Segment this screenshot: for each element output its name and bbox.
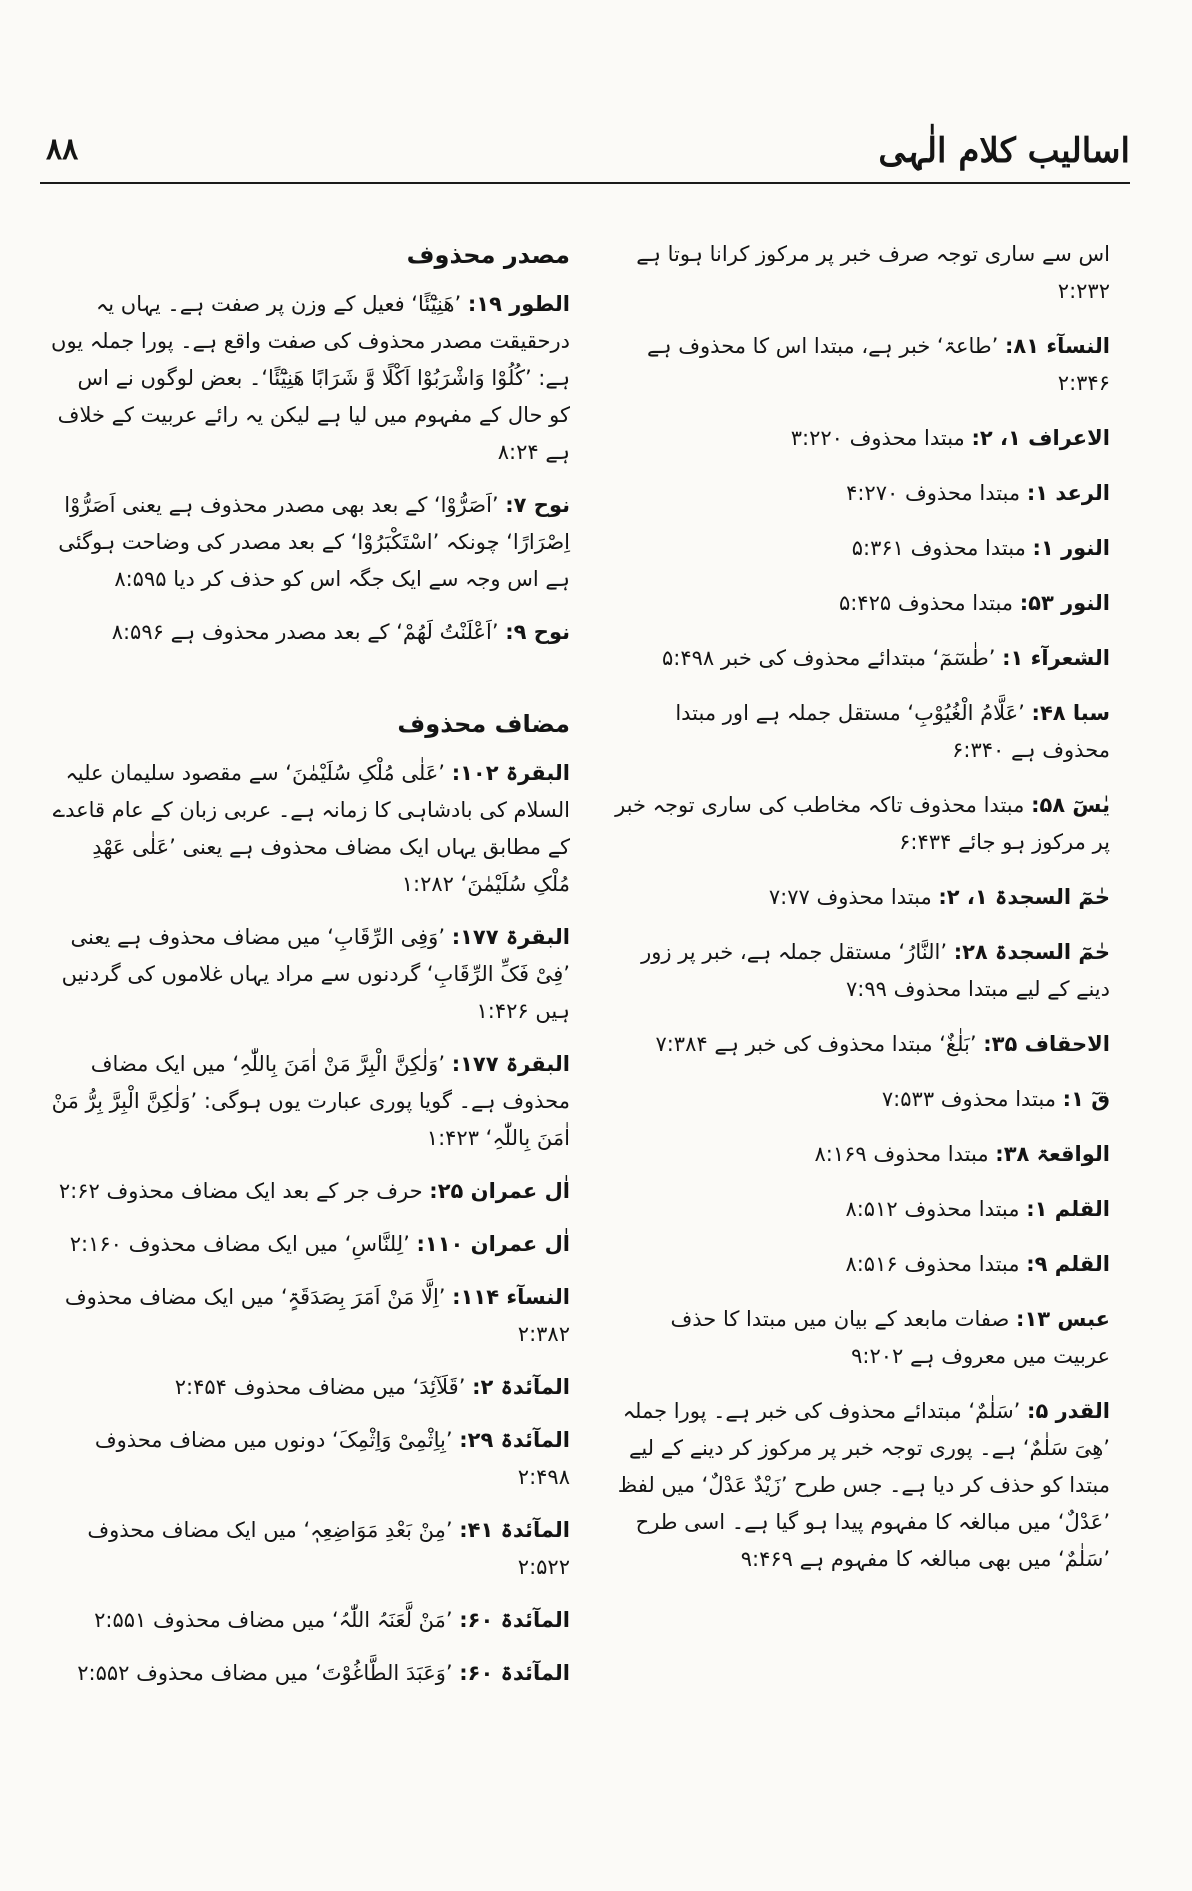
text-entry: المآئدۃ ۲: ’قَلَآئِدَ‘ میں مضاف محذوف ۲:۴۵۴ xyxy=(174,1375,570,1399)
left-column xyxy=(50,236,570,1708)
text-entry: الاحقاف ۳۵: ’بَلٰغٌ‘ مبتدا محذوف کی خبر ہے ۷:۳۸۴ xyxy=(655,1032,1110,1056)
text-entry: الواقعۃ ۳۸: مبتدا محذوف ۸:۱۶۹ xyxy=(814,1142,1110,1166)
text-entry: عبس ۱۳: صفات مابعد کے بیان میں مبتدا کا حذف عربیت میں معروف ہے ۹:۲۰۲ xyxy=(670,1307,1110,1368)
text-entry: النسآء ۱۱۴: ’اِلَّا مَنْ اَمَرَ بِصَدَقَۃٍ‘ میں ایک مضاف محذوف ۲:۳۸۲ xyxy=(64,1285,570,1346)
text-entry: نوح ۹: ’اَعْلَنْتُ لَھُمْ‘ کے بعد مصدر محذوف ہے ۸:۵۹۶ xyxy=(111,620,570,644)
text-entry: البقرۃ ۱۷۷: ’وَفِی الرِّقَابِ‘ میں مضاف محذوف ہے یعنی ’فِیْ فَکِّ الرِّقَابِ‘ گردنوں سے مراد یہاں غلاموں کی گردنیں ہیں ۱:۴۲۶ xyxy=(61,925,570,1023)
text-entry: حٰمٓ السجدۃ ۱، ۲: مبتدا محذوف ۷:۷۷ xyxy=(768,885,1110,909)
text-entry: حٰمٓ السجدۃ ۲۸: ’النَّارُ‘ مستقل جملہ ہے، خبر پر زور دینے کے لیے مبتدا محذوف ۷:۹۹ xyxy=(641,940,1110,1001)
section-spacer xyxy=(50,667,570,705)
text-entry: اٰل عمران ۱۱۰: ’لِلنَّاسِ‘ میں ایک مضاف محذوف ۲:۱۶۰ xyxy=(69,1232,570,1256)
right-column xyxy=(610,236,1110,1596)
text-entry: القلم ۹: مبتدا محذوف ۸:۵۱۶ xyxy=(845,1252,1110,1276)
text-entry: البقرۃ ۱۰۲: ’عَلٰی مُلْکِ سُلَیْمٰنَ‘ سے مقصود سلیمان علیہ السلام کی بادشاہی کا زمانہ ہے۔ عربی زبان کے عام قاعدے کے مطابق یہاں ایک مضاف محذوف ہے یعنی ’عَلٰی عَھْدِ مُلْکِ سُلَیْمٰنَ‘ ۱:۲۸۲ xyxy=(52,761,570,896)
book-title: اسالیب کلام الٰہی xyxy=(878,131,1130,171)
text-entry: المآئدۃ ۲۹: ’بِاِثْمِیْ وَاِثْمِکَ‘ دونوں میں مضاف محذوف ۲:۴۹۸ xyxy=(94,1428,570,1489)
text-entry: الرعد ۱: مبتدا محذوف ۴:۲۷۰ xyxy=(846,481,1110,505)
text-entry: القلم ۱: مبتدا محذوف ۸:۵۱۲ xyxy=(845,1197,1110,1221)
text-entry: الطور ۱۹: ’ھَنِیْٓئًا‘ فعیل کے وزن پر صفت ہے۔ یہاں یہ درحقیقت مصدر محذوف کی صفت واقع ہے۔ پورا جملہ یوں ہے: ’کُلُوْا وَاشْرَبُوْا اَکْلًا وَّ شَرَابًا ھَنِیْٓئًا‘۔ بعض لوگوں نے اس کو حال کے مفہوم میں لیا ہے لیکن یہ رائے عربیت کے خلاف ہے ۸:۲۴ xyxy=(51,292,570,464)
header-divider xyxy=(40,182,1130,184)
page-number: ۸۸ xyxy=(46,132,79,167)
section-heading: مضاف محذوف xyxy=(397,710,570,738)
section-heading: مصدر محذوف xyxy=(406,241,570,269)
text-entry: النور ۵۳: مبتدا محذوف ۵:۴۲۵ xyxy=(838,591,1110,615)
text-entry: المآئدۃ ۶۰: ’مَنْ لَّعَنَہُ اللّٰہُ‘ میں مضاف محذوف ۲:۵۵۱ xyxy=(94,1608,570,1632)
text-entry: المآئدۃ ۴۱: ’مِنْ بَعْدِ مَوَاضِعِہٖ‘ میں ایک مضاف محذوف ۲:۵۲۲ xyxy=(87,1518,570,1579)
text-entry: یٰسٓ ۵۸: مبتدا محذوف تاکہ مخاطب کی ساری توجہ خبر پر مرکوز ہو جائے ۶:۴۳۴ xyxy=(615,793,1110,854)
text-entry: البقرۃ ۱۷۷: ’وَلٰکِنَّ الْبِرَّ مَنْ اٰمَنَ بِاللّٰہِ‘ میں ایک مضاف محذوف ہے۔ گویا پوری عبارت یوں ہوگی: ’وَلٰکِنَّ الْبِرَّ بِرُّ مَنْ اٰمَنَ بِاللّٰہِ‘ ۱:۴۲۳ xyxy=(51,1052,570,1150)
text-entry: النور ۱: مبتدا محذوف ۵:۳۶۱ xyxy=(851,536,1110,560)
page-header xyxy=(40,124,1130,184)
text-entry: اس سے ساری توجہ صرف خبر پر مرکوز کرانا ہوتا ہے ۲:۲۳۲ xyxy=(636,242,1110,303)
text-entry: نوح ۷: ’اَصَرُّوْا‘ کے بعد بھی مصدر محذوف ہے یعنی اَصَرُّوْا اِصْرَارًا‘ چونکہ ’اسْتَکْبَرُوْا‘ کے بعد مصدر کی وضاحت ہوگئی ہے اس وجہ سے ایک جگہ اس کو حذف کر دیا ۸:۵۹۵ xyxy=(58,493,570,591)
text-entry: المآئدۃ ۶۰: ’وَعَبَدَ الطَّاغُوْتَ‘ میں مضاف محذوف ۲:۵۵۲ xyxy=(77,1661,570,1685)
text-entry: الشعرآء ۱: ’طٰسٓمٓ‘ مبتدائے محذوف کی خبر ۵:۴۹۸ xyxy=(662,646,1110,670)
text-entry: قٓ ۱: مبتدا محذوف ۷:۵۳۳ xyxy=(881,1087,1110,1111)
text-entry: اٰل عمران ۲۵: حرف جر کے بعد ایک مضاف محذوف ۲:۶۲ xyxy=(58,1179,570,1203)
text-entry: سبا ۴۸: ’عَلَّامُ الْغُیُوْبِ‘ مستقل جملہ ہے اور مبتدا محذوف ہے ۶:۳۴۰ xyxy=(675,701,1110,762)
text-entry: القدر ۵: ’سَلٰمٌ‘ مبتدائے محذوف کی خبر ہے۔ پورا جملہ ’ھِیَ سَلٰمٌ‘ ہے۔ پوری توجہ خبر پر مرکوز کر دینے کے لیے مبتدا کو حذف کر دیا ہے۔ جس طرح ’زَیْدٌ عَدْلٌ‘ میں لفظ ’عَدْلٌ‘ میں مبالغہ کا مفہوم پیدا ہو گیا ہے۔ اسی طرح ’سَلٰمٌ‘ میں بھی مبالغہ کا مفہوم ہے ۹:۴۶۹ xyxy=(617,1399,1110,1571)
text-entry: النسآء ۸۱: ’طاعۃ‘ خبر ہے، مبتدا اس کا محذوف ہے ۲:۳۴۶ xyxy=(646,334,1110,395)
text-entry: الاعراف ۱، ۲: مبتدا محذوف ۳:۲۲۰ xyxy=(790,426,1110,450)
